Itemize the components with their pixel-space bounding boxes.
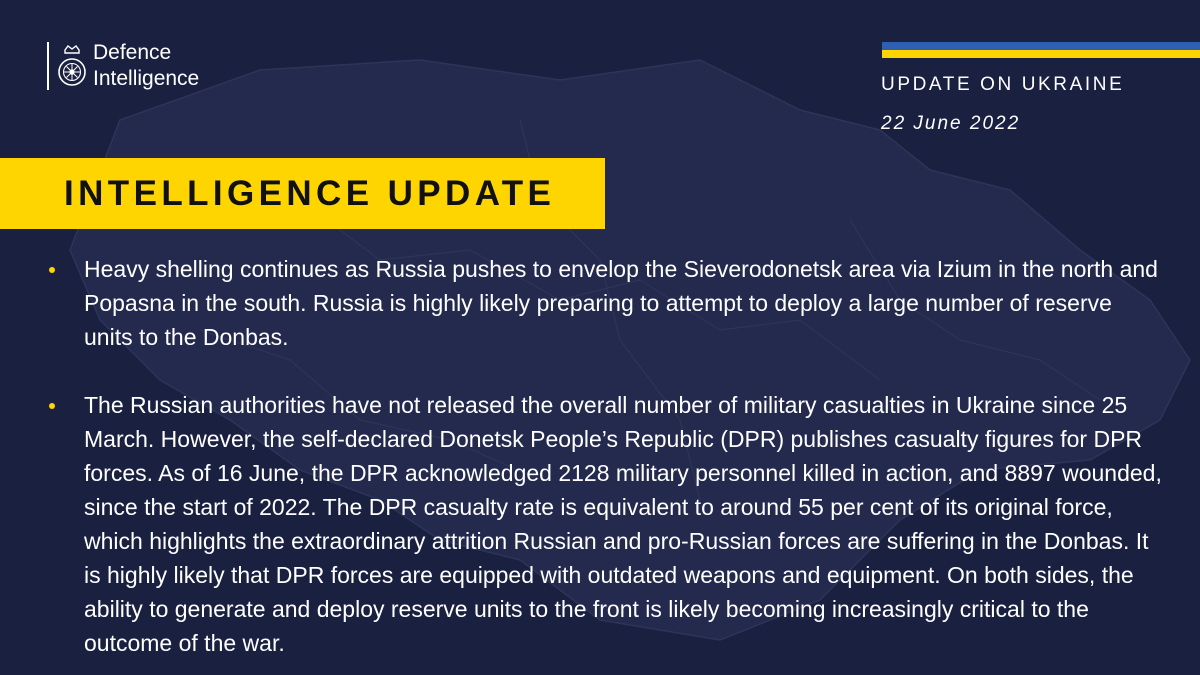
update-date: 22 June 2022: [881, 113, 1021, 134]
flag-yellow-band: [882, 50, 1200, 58]
logo-divider: [47, 42, 49, 90]
logo-line-1: Defence: [93, 41, 172, 64]
intelligence-update-banner: [0, 158, 605, 229]
logo-line-2: Intelligence: [93, 67, 200, 90]
bullet-text: Heavy shelling continues as Russia pushes to envelop the Sieverodonetsk area via Izium in the north and Popasna in the south. Russia is highly likely preparing to attempt to deploy a large number of reserve units to the Donbas.: [84, 256, 1158, 350]
crest-icon: [55, 44, 89, 90]
flag-blue-band: [882, 42, 1200, 50]
bullet-dot: [49, 267, 55, 273]
defence-intelligence-logo: [47, 40, 247, 92]
update-title: UPDATE ON UKRAINE: [881, 74, 1125, 95]
ukraine-flag-stripe: [882, 42, 1200, 58]
bullet-text: The Russian authorities have not released the overall number of military casualties in Ukraine since 25 March. However, the self-declared Donetsk People’s Republic (DPR) publishes casualty figures for DPR forces. As of 16 June, the DPR acknowledged 2128 military personnel killed in action, and 8897 wounded, since the start of 2022. The DPR casualty rate is equivalent to around 55 per cent of its original force, which highlights the extraordinary attrition Russian and pro-Russian forces are suffering in the Donbas. It is highly likely that DPR forces are equipped with outdated weapons and equipment. On both sides, the ability to generate and deploy reserve units to the front is likely becoming increasingly critical to the outcome of the war.: [84, 392, 1162, 656]
banner-label: INTELLIGENCE UPDATE: [64, 174, 556, 213]
bullet-dot: [49, 403, 55, 409]
